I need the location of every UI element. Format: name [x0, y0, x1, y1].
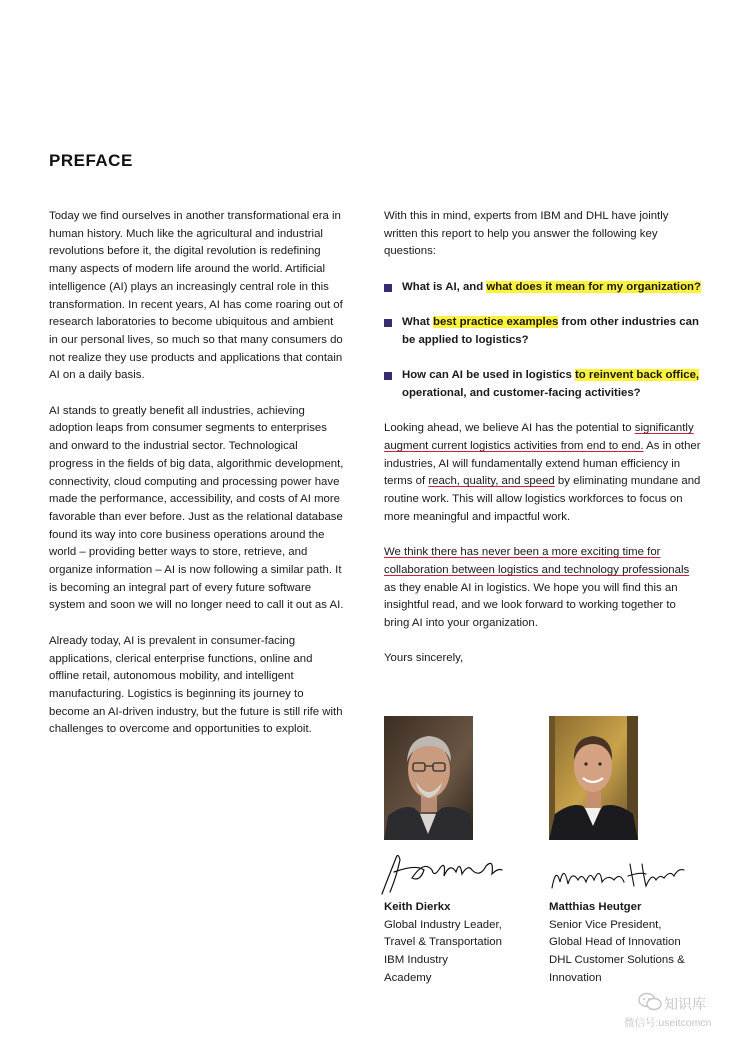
underlined-text: significantly augment current logistics activities from end to end.	[384, 422, 694, 453]
page-title: PREFACE	[49, 151, 133, 170]
intro-paragraph: With this in mind, experts from IBM and DHL have jointly written this report to help you answer the following key questions:	[384, 210, 669, 258]
closing: Yours sincerely,	[384, 652, 464, 665]
signatory-title-line: Innovation	[549, 971, 602, 984]
question-1: What is AI, and what does it mean for my organization?	[384, 279, 702, 297]
watermark-account: 微信号:useitcomcn	[624, 1017, 712, 1029]
portrait-matthias-heutger	[549, 716, 638, 840]
signature-matthias-heutger	[548, 856, 688, 901]
paragraph-2: AI stands to greatly benefit all industries, achieving adoption leaps from consumer segments to enterprises and onward to the industrial sector. Technological progress in the fields of big data, algorithmic development, connectivity, cloud computing and processing power have made the performance, accessibility, and costs of AI more favorable than ever before. Just as the relational database found its way into core business operations around the world – providing better ways to store, retrieve, and organize information – AI is now following a similar path. It is becoming an integral part of every future software system and soon we will no longer need to call it out as AI.	[49, 404, 344, 612]
signatory-1	[384, 899, 534, 988]
highlight: to reinvent back office,	[575, 369, 700, 382]
highlight: what does it mean for my organization?	[486, 280, 701, 293]
underlined-text: reach, quality, and speed	[428, 475, 555, 488]
paragraph-collaboration: We think there has never been a more exciting time for collaboration between logistics and technology professionals as they enable AI in logistics. We hope you will find this an insightful read, and we look forward to working together to bring AI into your organization.	[384, 546, 690, 630]
signatory-name: Keith Dierkx	[384, 901, 451, 913]
signatory-title-line: Academy	[384, 971, 432, 984]
signature-keith-dierkx	[376, 848, 506, 905]
key-questions-list	[384, 279, 702, 403]
highlight: best practice examples	[433, 316, 559, 329]
question-2: What best practice examples from other industries can be applied to logistics?	[384, 314, 702, 349]
signatory-name: Matthias Heutger	[549, 901, 642, 913]
signatory-title-line: Travel & Transportation	[384, 936, 502, 949]
portrait-keith-dierkx	[384, 716, 473, 840]
bullet-square-icon	[384, 372, 392, 380]
paragraph-3: Already today, AI is prevalent in consumer-facing applications, clerical enterprise functions, online and offline retail, autonomous mobility, and intelligent manufacturing. Logistics is beginning its journey to become an AI-driven industry, but the future is still rife with challenges to overcome and opportunities to exploit.	[49, 634, 343, 736]
underlined-text: We think there has never been a more exciting time for collaboration between logistics and technology professionals	[384, 546, 690, 576]
bullet-square-icon	[384, 319, 392, 327]
signatory-title-line: Global Industry Leader,	[384, 918, 502, 931]
paragraph-outlook: Looking ahead, we believe AI has the potential to significantly augment current logistics activities from end to end. As in other industries, AI will fundamentally extend human efficiency in terms of reach, quality, and speed by eliminating mundane and routine work. This will allow logistics workforces to focus on more meaningful and impactful work.	[384, 422, 701, 523]
wechat-icon	[638, 992, 662, 1015]
question-3: How can AI be used in logistics to reinvent back office, operational, and customer-facing activities?	[384, 367, 702, 402]
signatory-title-line: IBM Industry	[384, 954, 448, 967]
left-column	[49, 208, 344, 757]
signatory-2	[549, 899, 699, 988]
right-column	[384, 208, 702, 686]
signatory-title-line: Senior Vice President,	[549, 918, 662, 931]
signatory-title-line: DHL Customer Solutions &	[549, 954, 685, 967]
watermark-brand: 知识库	[664, 996, 706, 1012]
watermark	[624, 990, 734, 1035]
signatory-title-line: Global Head of Innovation	[549, 936, 681, 949]
paragraph-1: Today we find ourselves in another transformational era in human history. Much like the agricultural and industrial revolutions before it, the digital revolution is redefining many aspects of modern life around the world. Artificial intelligence (AI) plays an increasingly central role in this transformation. In recent years, AI has come roaring out of research laboratories to become ubiquitous and ambient in our personal lives, so much so that many consumers do not realize they use products and applications that contain AI on a daily basis.	[49, 210, 343, 382]
bullet-square-icon	[384, 284, 392, 292]
